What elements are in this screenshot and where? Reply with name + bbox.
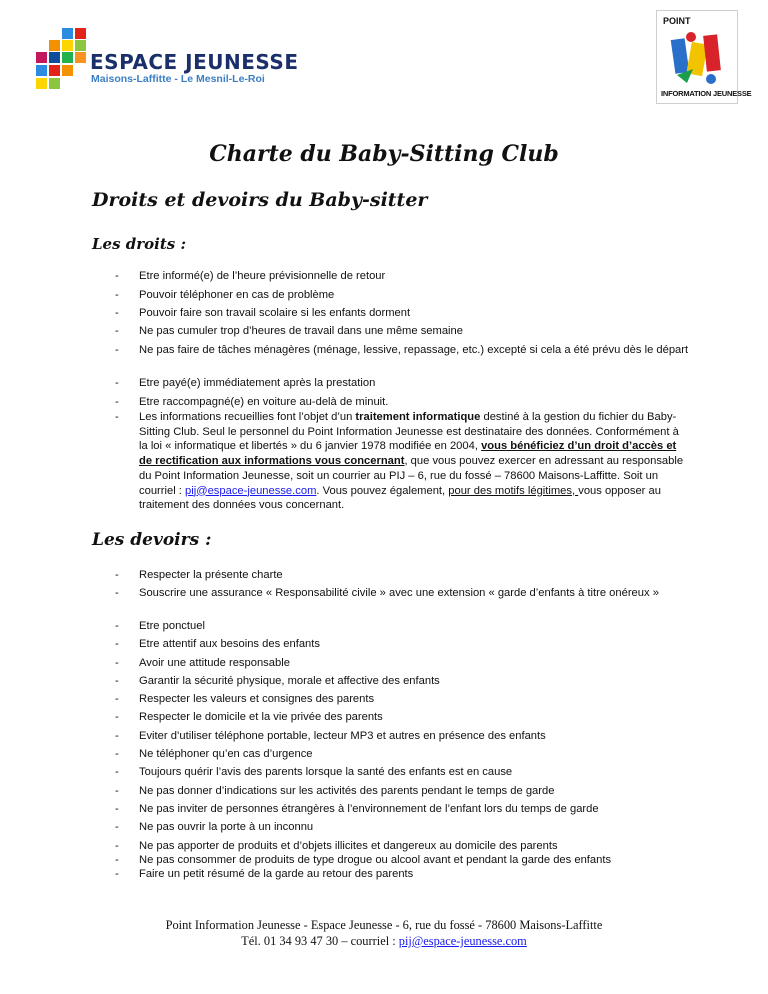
privacy-bold-processing: traitement informatique (355, 411, 481, 423)
privacy-bold-rights: vous bénéficiez d’un droit d’accès et de rectification aux informations vous concernant (139, 440, 677, 468)
rights-heading: Les droits : (92, 235, 186, 253)
rights-item: Etre raccompagné(e) en voiture au-delà de minuit. (139, 396, 389, 408)
footer-contact: Tél. 01 34 93 47 30 – courriel : pij@espace-jeunesse.com (241, 934, 527, 948)
list-dash: - (115, 821, 119, 833)
footer (0, 917, 768, 949)
list-dash: - (115, 675, 119, 687)
list-dash: - (115, 711, 119, 723)
rights-item: Ne pas faire de tâches ménagères (ménage, lessive, repassage, etc.) excepté si cela a été prévu dès le départ (139, 344, 689, 356)
list-dash: - (115, 396, 119, 408)
rights-item: Etre payé(e) immédiatement après la prestation (139, 377, 376, 389)
logo-tile (62, 65, 73, 76)
list-dash: - (115, 411, 119, 423)
list-dash: - (115, 325, 119, 337)
logo-tile (49, 40, 60, 51)
page-subtitle: Droits et devoirs du Baby-sitter (92, 189, 428, 211)
list-dash: - (115, 693, 119, 705)
duties-item: Toujours quérir l’avis des parents lorsque la santé des enfants est en cause (139, 766, 513, 778)
duties-item: Souscrire une assurance « Responsabilité civile » avec une extension « garde d’enfants à titre onéreux » (139, 587, 659, 599)
privacy-notice: Les informations recueillies font l’objet d’un traitement informatique destiné à la gestion du fichier du Baby-Sitting Club. Seul le personnel du Point Information Jeunesse est destinataire des données. Conformément à la loi « informatique et libertés » du 6 janvier 1978 modifiée en 2004, vous bénéficiez d’un droit d’accès et de rectification aux informations vous concernant, que vous pouvez exercer en adressant au responsable du Point Information Jeunesse, soit un courrier au PIJ – 6, rue du fossé – 78600 Maisons-Laffitte. Soit un courriel : pij@espace-jeunesse.com. Vous pouvez également, pour des motifs légitimes, vous opposer au traitement des données vous concernant. (139, 411, 684, 512)
rights-item: Ne pas cumuler trop d’heures de travail dans une même semaine (139, 325, 463, 337)
list-dash: - (115, 748, 119, 760)
logo-tile (49, 65, 60, 76)
duties-item: Respecter le domicile et la vie privée des parents (139, 711, 383, 723)
duties-item: Ne pas inviter de personnes étrangères à l’environnement de l’enfant lors du temps de garde (139, 803, 599, 815)
logo-tile (62, 52, 73, 63)
list-dash: - (115, 868, 119, 880)
duties-item: Ne pas donner d’indications sur les activités des parents pendant le temps de garde (139, 785, 555, 797)
duties-item: Ne pas apporter de produits et d’objets illicites et dangereux au domicile des parents (139, 840, 558, 852)
duties-item: Ne téléphoner qu’en cas d’urgence (139, 748, 313, 760)
list-dash: - (115, 785, 119, 797)
logo-tile (49, 78, 60, 89)
pij-logo-top-text: POINT (663, 16, 691, 26)
rights-item: Etre informé(e) de l’heure prévisionnelle de retour (139, 270, 386, 282)
page-title: Charte du Baby-Sitting Club (209, 141, 559, 167)
list-dash: - (115, 840, 119, 852)
duties-item: Faire un petit résumé de la garde au retour des parents (139, 868, 414, 880)
list-dash: - (115, 377, 119, 389)
footer-email-link[interactable]: pij@espace-jeunesse.com (398, 934, 527, 948)
logo-tile (36, 65, 47, 76)
duties-item: Respecter la présente charte (139, 569, 283, 581)
duties-item: Eviter d’utiliser téléphone portable, lecteur MP3 et autres en présence des enfants (139, 730, 546, 742)
list-dash: - (115, 854, 119, 866)
pij-logo (656, 10, 752, 104)
logo-tile (49, 52, 60, 63)
footer-address: Point Information Jeunesse - Espace Jeunesse - 6, rue du fossé - 78600 Maisons-Laffitte (165, 918, 603, 932)
rights-item: Pouvoir faire son travail scolaire si les enfants dorment (139, 307, 411, 319)
logo-tile (75, 40, 86, 51)
logo-subtitle: Maisons-Laffitte - Le Mesnil-Le-Roi (91, 73, 265, 85)
list-dash: - (115, 344, 119, 356)
rights-item: Pouvoir téléphoner en cas de problème (139, 289, 335, 301)
list-dash: - (115, 766, 119, 778)
pij-logo-bottom-text: INFORMATION JEUNESSE (661, 89, 752, 98)
logo-tile (36, 78, 47, 89)
list-dash: - (115, 289, 119, 301)
logo-tile (62, 40, 73, 51)
duties-item: Etre ponctuel (139, 620, 205, 632)
list-dash: - (115, 569, 119, 581)
list-dash: - (115, 270, 119, 282)
duties-item: Ne pas consommer de produits de type drogue ou alcool avant et pendant la garde des enfants (139, 854, 612, 866)
logo-tile (62, 28, 73, 39)
logo-tile (36, 52, 47, 63)
list-dash: - (115, 657, 119, 669)
privacy-email-link[interactable]: pij@espace-jeunesse.com (185, 484, 317, 497)
logo-mosaic-icon (36, 28, 84, 90)
logo-name: ESPACE JEUNESSE (90, 50, 299, 74)
list-dash: - (115, 587, 119, 599)
list-dash: - (115, 730, 119, 742)
pij-mark-icon (667, 29, 727, 87)
privacy-underline-legit: pour des motifs légitimes, (448, 484, 579, 497)
duties-item: Respecter les valeurs et consignes des parents (139, 693, 375, 705)
duties-item: Avoir une attitude responsable (139, 657, 290, 669)
duties-heading: Les devoirs : (92, 530, 212, 550)
logo-tile (75, 28, 86, 39)
duties-item: Etre attentif aux besoins des enfants (139, 638, 320, 650)
list-dash: - (115, 620, 119, 632)
list-dash: - (115, 307, 119, 319)
duties-item: Garantir la sécurité physique, morale et affective des enfants (139, 675, 440, 687)
logo-tile (75, 52, 86, 63)
list-dash: - (115, 638, 119, 650)
espace-jeunesse-logo (36, 28, 299, 98)
duties-item: Ne pas ouvrir la porte à un inconnu (139, 821, 314, 833)
list-dash: - (115, 803, 119, 815)
